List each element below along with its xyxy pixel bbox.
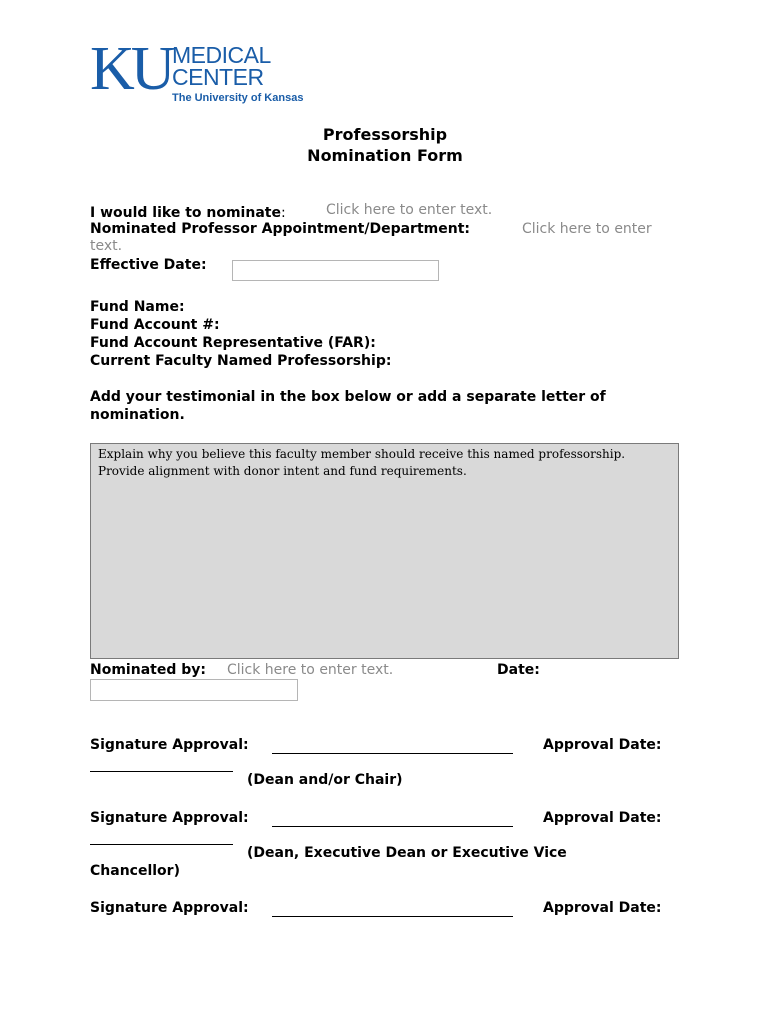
logo-line-center: CENTER bbox=[172, 64, 264, 90]
approval-date-line-2[interactable] bbox=[90, 843, 233, 845]
nominee-input[interactable]: Click here to enter text. bbox=[326, 202, 493, 218]
testimonial-textbox[interactable] bbox=[90, 443, 679, 659]
nominated-date-field[interactable] bbox=[90, 679, 298, 701]
logo-subtitle: The University of Kansas bbox=[172, 92, 304, 104]
approval-date-label-1: Approval Date: bbox=[543, 737, 662, 753]
nominate-row bbox=[90, 202, 286, 221]
appointment-input[interactable]: Click here to enter bbox=[522, 221, 652, 237]
testimonial-prompt-line1: Explain why you believe this faculty member should receive this named professorship. bbox=[98, 447, 626, 461]
signature-approval-label-2: Signature Approval: bbox=[90, 810, 249, 826]
current-professorship-label: Current Faculty Named Professorship: bbox=[90, 353, 392, 369]
testimonial-instruction-line2: nomination. bbox=[90, 407, 185, 423]
signature-line-3[interactable] bbox=[272, 915, 513, 917]
approver-role-2: (Dean, Executive Dean or Executive Vice bbox=[247, 845, 567, 861]
page-title-line1: Professorship bbox=[322, 125, 448, 144]
nominated-by-input[interactable]: Click here to enter text. bbox=[227, 662, 394, 678]
testimonial-instruction-line1: Add your testimonial in the box below or add a separate letter of bbox=[90, 389, 606, 405]
logo-line-medical: MEDICAL bbox=[172, 42, 271, 68]
testimonial-prompt-line2: Provide alignment with donor intent and fund requirements. bbox=[98, 464, 467, 478]
signature-approval-label-3: Signature Approval: bbox=[90, 900, 249, 916]
fund-account-label: Fund Account #: bbox=[90, 317, 220, 333]
effective-date-field[interactable] bbox=[232, 260, 439, 281]
signature-approval-label-1: Signature Approval: bbox=[90, 737, 249, 753]
page-title-line2: Nomination Form bbox=[307, 146, 463, 165]
ku-logo-mark: KU bbox=[90, 35, 172, 103]
approval-date-label-3: Approval Date: bbox=[543, 900, 662, 916]
appointment-input-continued[interactable]: text. bbox=[90, 238, 123, 254]
nominated-date-label: Date: bbox=[497, 662, 540, 678]
nominate-label: I would like to nominate bbox=[90, 205, 281, 221]
effective-date-label: Effective Date: bbox=[90, 257, 207, 273]
fund-name-label: Fund Name: bbox=[90, 299, 185, 315]
appointment-label: Nominated Professor Appointment/Department: bbox=[90, 221, 470, 237]
logo-wordmark bbox=[172, 44, 271, 88]
signature-line-2[interactable] bbox=[272, 825, 513, 827]
nominated-by-label: Nominated by: bbox=[90, 662, 206, 678]
approver-role-1: (Dean and/or Chair) bbox=[247, 772, 403, 788]
approval-date-line-1[interactable] bbox=[90, 770, 233, 772]
approver-role-2-continued: Chancellor) bbox=[90, 863, 180, 879]
fund-far-label: Fund Account Representative (FAR): bbox=[90, 335, 376, 351]
signature-line-1[interactable] bbox=[272, 752, 513, 754]
approval-date-label-2: Approval Date: bbox=[543, 810, 662, 826]
nominate-colon: : bbox=[280, 205, 286, 221]
